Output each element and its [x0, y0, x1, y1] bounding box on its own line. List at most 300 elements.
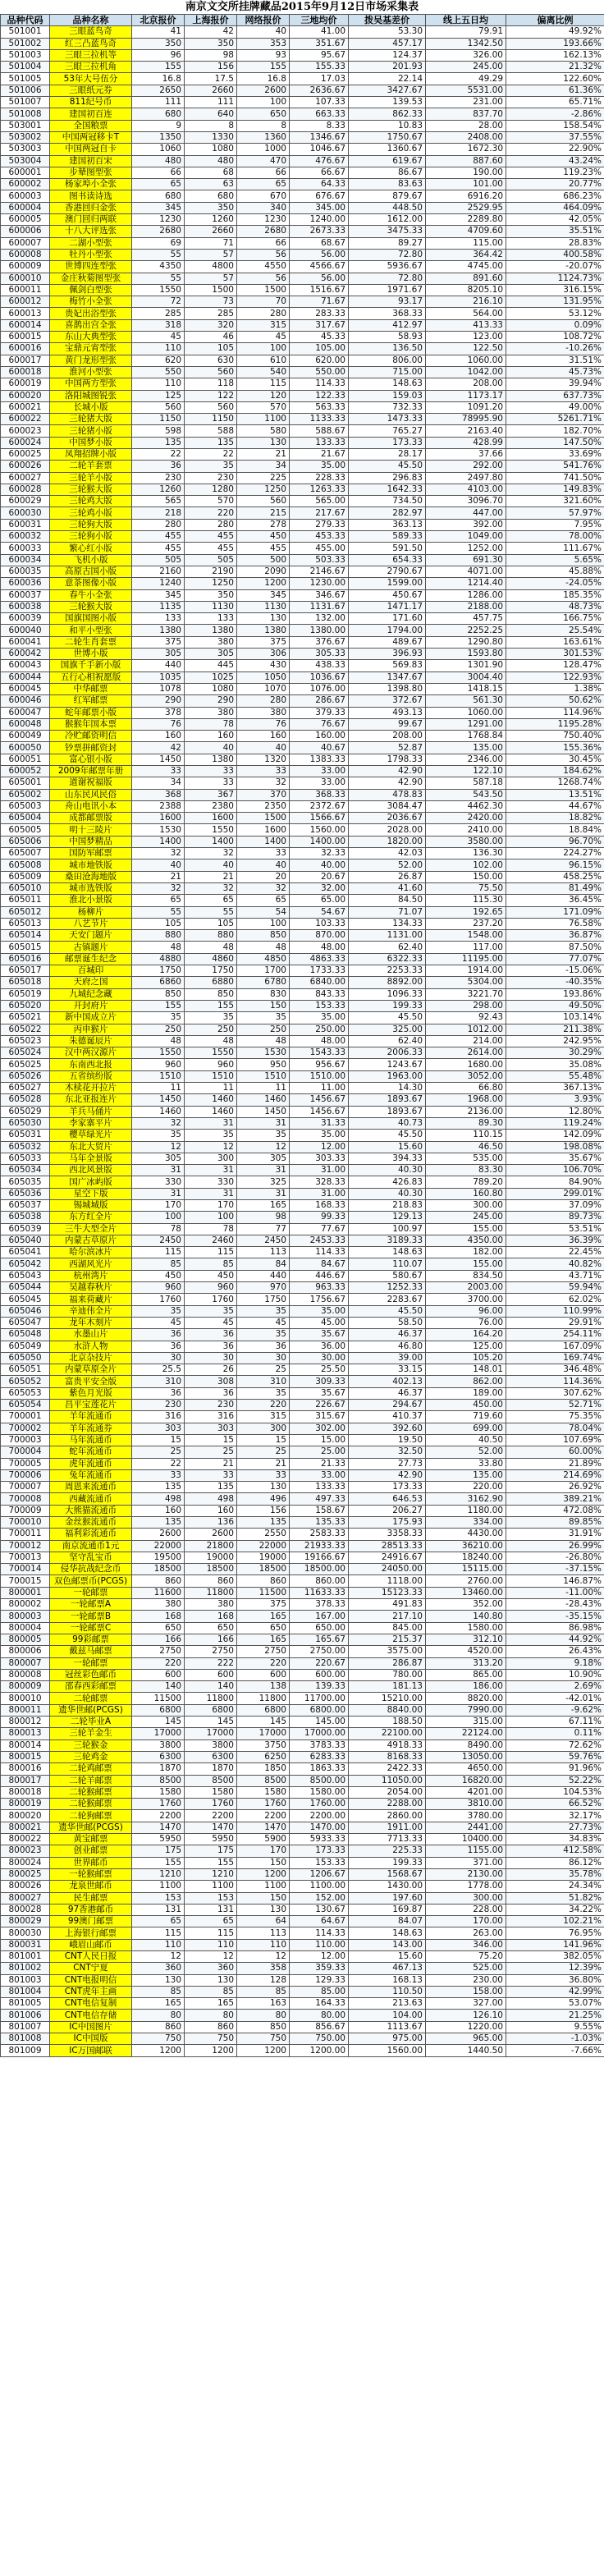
- cell-5day: 148.01: [426, 1364, 506, 1376]
- cell-5day: 186.00: [426, 1681, 506, 1693]
- cell-5day: 313.20: [426, 1657, 506, 1669]
- cell-name: 东北大贸片: [50, 1141, 132, 1153]
- cell-basis: 168.13: [349, 1974, 426, 1986]
- cell-5day: 182.00: [426, 1247, 506, 1258]
- cell-5day: 3096.70: [426, 496, 506, 507]
- cell-online: 850: [237, 930, 290, 942]
- cell-online: 2090: [237, 566, 290, 577]
- cell-basis: 426.83: [349, 1176, 426, 1188]
- cell-name: 峨眉山邮币: [50, 1939, 132, 1950]
- cell-5day: 719.60: [426, 1411, 506, 1423]
- cell-shanghai: 1150: [185, 414, 237, 425]
- cell-online: 35: [237, 1329, 290, 1341]
- cell-5day: 535.00: [426, 1153, 506, 1164]
- cell-shanghai: 36: [185, 1341, 237, 1352]
- cell-basis: 296.83: [349, 472, 426, 484]
- cell-5day: 105.20: [426, 1352, 506, 1364]
- cell-average: 114.33: [290, 1247, 349, 1258]
- cell-shanghai: 118: [185, 378, 237, 390]
- cell-average: 1036.67: [290, 672, 349, 683]
- cell-code: 700006: [1, 1469, 50, 1481]
- cell-code: 600027: [1, 472, 50, 484]
- cell-name: 三轮狗小版: [50, 531, 132, 543]
- cell-basis: 1430.00: [349, 1881, 426, 1892]
- cell-average: 2200.00: [290, 1810, 349, 1822]
- cell-online: 750: [237, 2033, 290, 2045]
- table-row: [1, 824, 604, 836]
- cell-beijing: 380: [132, 1599, 185, 1611]
- cell-online: 156: [237, 1505, 290, 1516]
- cell-average: 11633.33: [290, 1587, 349, 1598]
- cell-code: 800024: [1, 1857, 50, 1868]
- cell-5day: 4103.00: [426, 484, 506, 495]
- cell-beijing: 45: [132, 1317, 185, 1328]
- cell-shanghai: 65: [185, 1916, 237, 1927]
- cell-deviation: 78.04%: [506, 1423, 604, 1434]
- table-row: [1, 1117, 604, 1129]
- cell-basis: 46.37: [349, 1387, 426, 1399]
- cell-beijing: 440: [132, 660, 185, 672]
- cell-code: 605045: [1, 1294, 50, 1305]
- cell-deviation: 307.62%: [506, 1387, 604, 1399]
- cell-code: 605032: [1, 1141, 50, 1153]
- cell-basis: 22100.00: [349, 1728, 426, 1739]
- cell-5day: 6916.20: [426, 190, 506, 202]
- cell-deviation: 89.73%: [506, 1212, 604, 1223]
- cell-average: 438.33: [290, 660, 349, 672]
- cell-online: 315: [237, 319, 290, 331]
- table-row: [1, 636, 604, 648]
- cell-deviation: 12.80%: [506, 1106, 604, 1117]
- cell-name: 金丝猴流通币: [50, 1517, 132, 1529]
- cell-shanghai: 80: [185, 2010, 237, 2021]
- cell-online: 77: [237, 1223, 290, 1235]
- cell-shanghai: 640: [185, 108, 237, 120]
- cell-deviation: 214.69%: [506, 1469, 604, 1481]
- cell-deviation: 346.48%: [506, 1364, 604, 1376]
- table-row: [1, 1469, 604, 1481]
- cell-online: 113: [237, 1247, 290, 1258]
- table-row: [1, 1611, 604, 1622]
- cell-average: 31.33: [290, 1117, 349, 1129]
- table-row: [1, 214, 604, 226]
- cell-average: 17000.00: [290, 1728, 349, 1739]
- cell-name: 国防军邮票: [50, 848, 132, 859]
- cell-average: 20.67: [290, 871, 349, 882]
- cell-basis: 136.50: [349, 343, 426, 355]
- cell-code: 800025: [1, 1868, 50, 1880]
- cell-5day: 2441.00: [426, 1822, 506, 1833]
- cell-deviation: 52.71%: [506, 1400, 604, 1411]
- cell-basis: 2028.00: [349, 824, 426, 836]
- cell-basis: 32.50: [349, 1446, 426, 1458]
- cell-online: 12: [237, 1141, 290, 1153]
- cell-shanghai: 8500: [185, 1775, 237, 1786]
- cell-beijing: 1400: [132, 836, 185, 847]
- cell-deviation: 166.75%: [506, 613, 604, 625]
- cell-code: 605024: [1, 1047, 50, 1059]
- cell-beijing: 22: [132, 1458, 185, 1469]
- cell-basis: 45.50: [349, 461, 426, 472]
- cell-beijing: 165: [132, 1998, 185, 2010]
- cell-shanghai: 30: [185, 1352, 237, 1364]
- cell-shanghai: 36: [185, 1387, 237, 1399]
- cell-online: 11: [237, 1083, 290, 1094]
- cell-deviation: 0.11%: [506, 1728, 604, 1739]
- cell-deviation: 171.09%: [506, 906, 604, 918]
- table-row: [1, 1704, 604, 1716]
- cell-online: 650: [237, 108, 290, 120]
- cell-code: 605039: [1, 1223, 50, 1235]
- cell-deviation: -37.15%: [506, 1564, 604, 1575]
- cell-average: 76.67: [290, 718, 349, 730]
- table-row: [1, 1834, 604, 1845]
- cell-name: 中国两方型张: [50, 378, 132, 390]
- cell-online: 860: [237, 1575, 290, 1587]
- table-row: [1, 1786, 604, 1798]
- cell-code: 800006: [1, 1646, 50, 1657]
- cell-beijing: 4880: [132, 953, 185, 965]
- cell-name: 杨柳片: [50, 906, 132, 918]
- cell-online: 353: [237, 38, 290, 49]
- cell-basis: 134.33: [349, 918, 426, 929]
- cell-code: 600007: [1, 237, 50, 249]
- cell-code: 600008: [1, 249, 50, 260]
- cell-online: 8: [237, 120, 290, 131]
- cell-basis: 58.50: [349, 1317, 426, 1328]
- cell-5day: 36210.00: [426, 1540, 506, 1552]
- cell-average: 167.00: [290, 1611, 349, 1622]
- cell-name: 世界邮币: [50, 1857, 132, 1868]
- cell-average: 2146.67: [290, 566, 349, 577]
- cell-beijing: 1260: [132, 484, 185, 495]
- cell-shanghai: 57: [185, 273, 237, 284]
- cell-beijing: 450: [132, 1270, 185, 1281]
- cell-online: 34: [237, 461, 290, 472]
- cell-shanghai: 303: [185, 1423, 237, 1434]
- cell-code: 801003: [1, 1974, 50, 1986]
- cell-beijing: 78: [132, 1223, 185, 1235]
- cell-name: 邮票诞生纪念: [50, 953, 132, 965]
- table-row: [1, 1634, 604, 1645]
- cell-online: 36: [237, 1341, 290, 1352]
- cell-name: 建国初百连: [50, 108, 132, 120]
- cell-basis: 580.67: [349, 1270, 426, 1281]
- cell-basis: 175.93: [349, 1517, 426, 1529]
- cell-online: 65: [237, 179, 290, 190]
- cell-beijing: 3800: [132, 1739, 185, 1751]
- cell-beijing: 600: [132, 1669, 185, 1680]
- cell-online: 66: [237, 167, 290, 178]
- cell-basis: 15210.00: [349, 1693, 426, 1704]
- table-row: [1, 1739, 604, 1751]
- cell-average: 476.67: [290, 155, 349, 167]
- cell-code: 605035: [1, 1176, 50, 1188]
- cell-online: 35: [237, 1305, 290, 1317]
- cell-5day: 1286.00: [426, 589, 506, 601]
- cell-name: 羊年流通券: [50, 1423, 132, 1434]
- cell-average: 129.33: [290, 1974, 349, 1986]
- cell-average: 963.33: [290, 1282, 349, 1294]
- cell-beijing: 65: [132, 895, 185, 906]
- cell-name: 三轮狗大版: [50, 519, 132, 530]
- cell-beijing: 6300: [132, 1751, 185, 1762]
- cell-5day: 447.00: [426, 507, 506, 519]
- cell-average: 65.00: [290, 895, 349, 906]
- table-row: [1, 1998, 604, 2010]
- cell-5day: 789.20: [426, 1176, 506, 1188]
- cell-beijing: 135: [132, 437, 185, 448]
- cell-basis: 2036.67: [349, 813, 426, 824]
- cell-average: 130.67: [290, 1904, 349, 1915]
- cell-online: 1470: [237, 1822, 290, 1833]
- cell-average: 1076.00: [290, 683, 349, 694]
- cell-deviation: 169.74%: [506, 1352, 604, 1364]
- cell-5day: 2760.00: [426, 1575, 506, 1587]
- cell-shanghai: 300: [185, 1153, 237, 1164]
- cell-online: 830: [237, 988, 290, 1000]
- table-row: [1, 226, 604, 237]
- cell-name: 国广冰屿版: [50, 1176, 132, 1188]
- cell-name: 国旗千手新小版: [50, 660, 132, 672]
- cell-name: 53年大号伍分: [50, 73, 132, 85]
- cell-basis: 83.63: [349, 179, 426, 190]
- cell-beijing: 30: [132, 1352, 185, 1364]
- cell-basis: 201.93: [349, 62, 426, 73]
- cell-basis: 53.30: [349, 26, 426, 38]
- cell-5day: 46.50: [426, 1141, 506, 1153]
- cell-online: 1500: [237, 813, 290, 824]
- cell-code: 800023: [1, 1845, 50, 1857]
- table-row: [1, 108, 604, 120]
- table-row: [1, 1751, 604, 1762]
- cell-deviation: 119.23%: [506, 167, 604, 178]
- cell-5day: 208.00: [426, 378, 506, 390]
- cell-code: 800009: [1, 1681, 50, 1693]
- cell-code: 600038: [1, 601, 50, 612]
- cell-deviation: 57.97%: [506, 507, 604, 519]
- cell-average: 1516.67: [290, 284, 349, 296]
- cell-5day: 691.30: [426, 554, 506, 566]
- cell-shanghai: 360: [185, 1963, 237, 1974]
- table-row: [1, 2033, 604, 2045]
- cell-name: 杨家埠小全张: [50, 179, 132, 190]
- cell-average: 35.67: [290, 1329, 349, 1341]
- cell-online: 950: [237, 1059, 290, 1070]
- cell-beijing: 133: [132, 613, 185, 625]
- table-row: [1, 1035, 604, 1047]
- cell-5day: 8205.10: [426, 284, 506, 296]
- cell-basis: 89.27: [349, 237, 426, 249]
- cell-deviation: 108.72%: [506, 332, 604, 343]
- col-header-code: 品种代码: [1, 15, 50, 26]
- cell-5day: 135.00: [426, 742, 506, 754]
- cell-basis: 489.67: [349, 636, 426, 648]
- cell-name: 二轮毕业A: [50, 1717, 132, 1728]
- cell-deviation: 12.39%: [506, 1963, 604, 1974]
- cell-average: 30.00: [290, 1352, 349, 1364]
- cell-average: 40.67: [290, 742, 349, 754]
- cell-beijing: 80: [132, 2010, 185, 2021]
- cell-online: 310: [237, 1376, 290, 1387]
- cell-code: 600050: [1, 742, 50, 754]
- cell-name: 一轮邮票: [50, 1587, 132, 1598]
- cell-online: 100: [237, 97, 290, 108]
- cell-shanghai: 1100: [185, 1881, 237, 1892]
- cell-shanghai: 21: [185, 871, 237, 882]
- cell-name: 高原古国小版: [50, 566, 132, 577]
- table-row: [1, 1270, 604, 1281]
- cell-beijing: 115: [132, 1247, 185, 1258]
- cell-shanghai: 130: [185, 1974, 237, 1986]
- cell-name: 兔年流通币: [50, 1469, 132, 1481]
- cell-deviation: 34.83%: [506, 1834, 604, 1845]
- cell-online: 33: [237, 766, 290, 777]
- cell-name: 一轮邮票C: [50, 1622, 132, 1634]
- cell-name: 新中国成立片: [50, 1012, 132, 1024]
- cell-name: 天府之国: [50, 977, 132, 988]
- cell-shanghai: 960: [185, 1059, 237, 1070]
- cell-code: 700007: [1, 1482, 50, 1493]
- cell-beijing: 560: [132, 401, 185, 413]
- cell-code: 600004: [1, 202, 50, 213]
- cell-5day: 326.00: [426, 49, 506, 61]
- cell-code: 600029: [1, 496, 50, 507]
- cell-shanghai: 105: [185, 918, 237, 929]
- cell-deviation: -40.35%: [506, 977, 604, 988]
- cell-deviation: 44.92%: [506, 1634, 604, 1645]
- cell-average: 56.00: [290, 249, 349, 260]
- cell-average: 600.00: [290, 1669, 349, 1680]
- cell-average: 550.00: [290, 366, 349, 378]
- cell-online: 130: [237, 613, 290, 625]
- cell-basis: 1471.17: [349, 601, 426, 612]
- cell-basis: 363.13: [349, 519, 426, 530]
- cell-5day: 220.00: [426, 1482, 506, 1493]
- table-row: [1, 1916, 604, 1927]
- cell-shanghai: 1210: [185, 1868, 237, 1880]
- cell-name: 天安门题片: [50, 930, 132, 942]
- cell-average: 168.33: [290, 1199, 349, 1211]
- cell-shanghai: 6300: [185, 1751, 237, 1762]
- cell-average: 1566.67: [290, 813, 349, 824]
- cell-average: 1456.67: [290, 1094, 349, 1106]
- cell-5day: 1060.00: [426, 355, 506, 366]
- cell-deviation: 49.50%: [506, 1000, 604, 1011]
- table-row: [1, 85, 604, 96]
- cell-basis: 2860.00: [349, 1810, 426, 1822]
- cell-beijing: 105: [132, 918, 185, 929]
- cell-beijing: 42: [132, 742, 185, 754]
- cell-beijing: 1550: [132, 1047, 185, 1059]
- cell-code: 600030: [1, 507, 50, 519]
- cell-online: 138: [237, 1681, 290, 1693]
- cell-beijing: 2160: [132, 566, 185, 577]
- cell-online: 306: [237, 649, 290, 660]
- cell-basis: 1131.00: [349, 930, 426, 942]
- cell-5day: 4709.60: [426, 226, 506, 237]
- cell-deviation: 32.17%: [506, 1810, 604, 1822]
- table-row: [1, 859, 604, 871]
- cell-name: 星空下版: [50, 1188, 132, 1199]
- cell-name: 811纪号币: [50, 97, 132, 108]
- table-row: [1, 26, 604, 38]
- cell-online: 1530: [237, 1047, 290, 1059]
- cell-5day: 245.00: [426, 62, 506, 73]
- table-row: [1, 144, 604, 155]
- table-row: [1, 613, 604, 625]
- cell-online: 165: [237, 1634, 290, 1645]
- cell-beijing: 36: [132, 1341, 185, 1352]
- cell-name: 东北亚报连片: [50, 1094, 132, 1106]
- table-row: [1, 131, 604, 143]
- cell-basis: 225.33: [349, 1845, 426, 1857]
- cell-shanghai: 111: [185, 97, 237, 108]
- cell-basis: 619.67: [349, 155, 426, 167]
- cell-shanghai: 11800: [185, 1587, 237, 1598]
- cell-online: 31: [237, 1165, 290, 1176]
- cell-basis: 1473.33: [349, 414, 426, 425]
- cell-5day: 3052.00: [426, 1070, 506, 1082]
- cell-deviation: 472.08%: [506, 1505, 604, 1516]
- cell-name: 三轮羊小版: [50, 472, 132, 484]
- cell-name: 邵春西彩邮票: [50, 1681, 132, 1693]
- cell-online: 85: [237, 1986, 290, 1997]
- cell-5day: 75.20: [426, 1950, 506, 1962]
- cell-shanghai: 1080: [185, 683, 237, 694]
- cell-name: CNT电信复制: [50, 1998, 132, 2010]
- cell-shanghai: 505: [185, 554, 237, 566]
- table-row: [1, 601, 604, 612]
- cell-shanghai: 1750: [185, 965, 237, 977]
- cell-average: 4863.33: [290, 953, 349, 965]
- table-row: [1, 789, 604, 800]
- cell-basis: 173.33: [349, 1482, 426, 1493]
- cell-beijing: 31: [132, 1165, 185, 1176]
- cell-5day: 891.60: [426, 273, 506, 284]
- table-row: [1, 2010, 604, 2021]
- cell-shanghai: 650: [185, 1622, 237, 1634]
- cell-shanghai: 3800: [185, 1739, 237, 1751]
- cell-shanghai: 140: [185, 1681, 237, 1693]
- cell-average: 19166.67: [290, 1552, 349, 1563]
- cell-average: 956.67: [290, 1059, 349, 1070]
- cell-name: 三轮猴金: [50, 1739, 132, 1751]
- table-row: [1, 120, 604, 131]
- cell-basis: 62.40: [349, 942, 426, 953]
- cell-shanghai: 165: [185, 1998, 237, 2010]
- cell-basis: 14.30: [349, 1083, 426, 1094]
- cell-average: 750.00: [290, 2033, 349, 2045]
- cell-shanghai: 98: [185, 49, 237, 61]
- cell-basis: 148.63: [349, 1927, 426, 1939]
- cell-name: 西北风景版: [50, 1165, 132, 1176]
- cell-name: 一轮猴邮票: [50, 1868, 132, 1880]
- table-row: [1, 319, 604, 331]
- cell-code: 600046: [1, 695, 50, 707]
- cell-basis: 41.60: [349, 882, 426, 894]
- cell-code: 600036: [1, 578, 50, 589]
- table-row: [1, 895, 604, 906]
- cell-beijing: 155: [132, 62, 185, 73]
- cell-code: 600003: [1, 190, 50, 202]
- cell-name: 虎年流通币: [50, 1458, 132, 1469]
- cell-online: 33: [237, 1469, 290, 1481]
- cell-online: 600: [237, 1669, 290, 1680]
- cell-shanghai: 155: [185, 1857, 237, 1868]
- cell-online: 2550: [237, 1529, 290, 1540]
- cell-deviation: 22.90%: [506, 144, 604, 155]
